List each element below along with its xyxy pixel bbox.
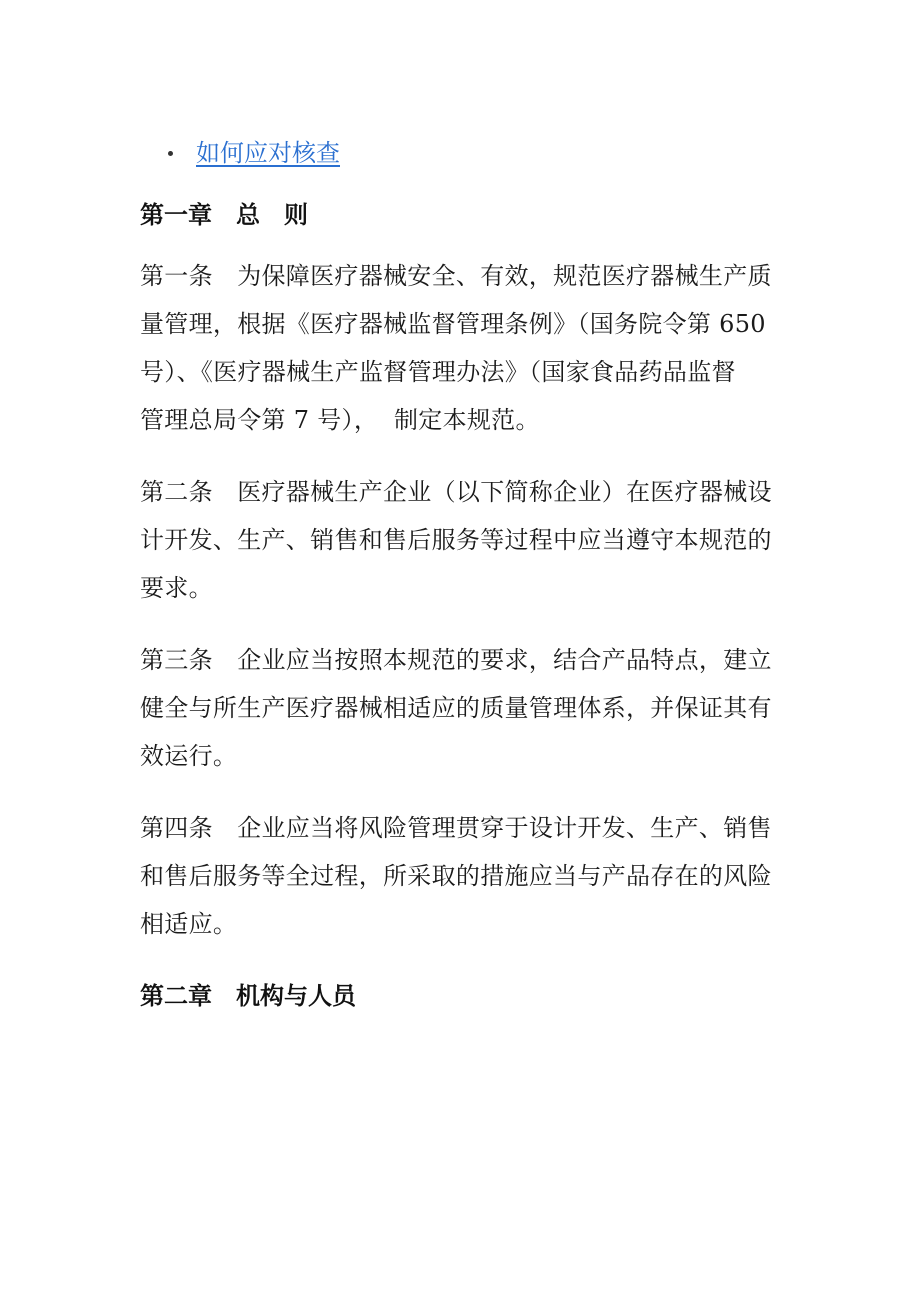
chapter-2-heading: 第二章 机构与人员 — [140, 981, 356, 1010]
article-3-line: 第三条 企业应当按照本规范的要求，结合产品特点，建立 — [140, 646, 772, 674]
related-links-list — [140, 133, 340, 173]
article-1-line: 量管理，根据《医疗器械监督管理条例》（国务院令第 650 — [140, 310, 766, 338]
article-4 — [140, 804, 800, 948]
article-1-line: 号）、《医疗器械生产监督管理办法》（国家食品药品监督 — [140, 358, 736, 386]
article-1-line: 第一条 为保障医疗器械安全、有效，规范医疗器械生产质 — [140, 262, 772, 290]
article-3-line: 效运行。 — [140, 742, 238, 770]
article-2 — [140, 468, 800, 612]
how-to-respond-to-inspection-link[interactable]: 如何应对核查 — [196, 139, 340, 167]
article-3 — [140, 636, 800, 780]
article-4-line: 相适应。 — [140, 910, 238, 938]
article-2-line: 要求。 — [140, 574, 213, 602]
article-1 — [140, 252, 800, 444]
article-2-line: 计开发、生产、销售和售后服务等过程中应当遵守本规范的 — [140, 526, 772, 554]
bullet-icon — [168, 151, 173, 156]
article-2-line: 第二条 医疗器械生产企业（以下简称企业）在医疗器械设 — [140, 478, 772, 506]
list-item — [140, 133, 340, 173]
article-4-line: 和售后服务等全过程，所采取的措施应当与产品存在的风险 — [140, 862, 772, 890]
article-4-line: 第四条 企业应当将风险管理贯穿于设计开发、生产、销售 — [140, 814, 772, 842]
chapter-1-heading: 第一章 总 则 — [140, 200, 308, 229]
article-3-line: 健全与所生产医疗器械相适应的质量管理体系，并保证其有 — [140, 694, 772, 722]
article-1-line: 管理总局令第 7 号）， 制定本规范。 — [140, 406, 540, 434]
